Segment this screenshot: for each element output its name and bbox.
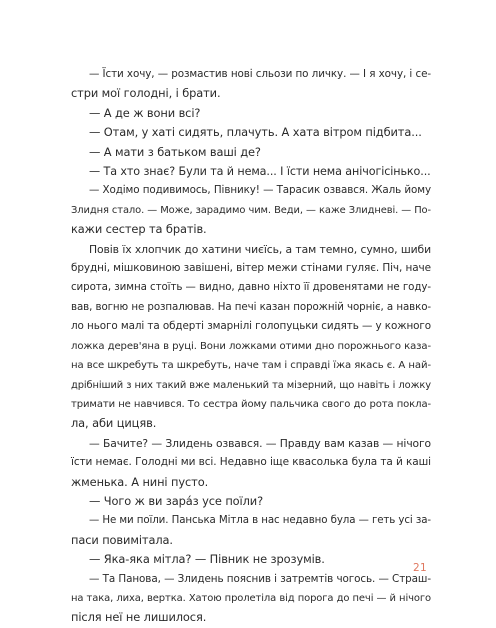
text-line: дрібніший з них такий вже маленький та мізерний, що навіть і ложку xyxy=(71,379,431,391)
text-line: — Та Панова, — Злидень пояснив і затремтів чогось. — Страш- xyxy=(89,572,431,585)
text-line: ла, аби цицяв. xyxy=(71,416,157,431)
text-line: Злидня стало. — Може, зарадимо чим. Веди, — каже Злидневі. — По- xyxy=(71,204,431,216)
text-line: кажи сестер та братів. xyxy=(71,222,207,237)
text-line: — Та хто знає? Були та й нема... І їсти нема анічогісінько... xyxy=(89,165,431,179)
text-line: — Чого ж ви зарáз усе поїли? xyxy=(89,493,264,508)
text-line: їсти немає. Голодні ми всі. Недавно іще квасолька була та й каші xyxy=(71,456,431,469)
text-line: сирота, зимна стоїть — видно, давно ніхто її дровенятами не году- xyxy=(71,281,431,294)
text-line: — А де ж вони всі? xyxy=(89,105,201,120)
text-line: — А мати з батьком ваші де? xyxy=(89,144,261,159)
text-line: — Не ми поїли. Панська Мітла в нас недавно була — геть усі за- xyxy=(89,514,431,527)
text-line: стри мої голодні, і брати. xyxy=(71,86,221,101)
text-line: — Отам, у хаті сидять, плачуть. А хата вітром підбита... xyxy=(89,125,422,140)
text-line: тримати не навчився. То сестра йому пальчика свого до рота покла- xyxy=(71,398,431,410)
text-line: ложка дерев'яна в руці. Вони ложками отими дно порожнього каза- xyxy=(71,340,431,352)
text-line: брудні, мішковиною завішені, вітер межи стінами гуляє. Піч, наче xyxy=(71,262,431,275)
text-line: на така, лиха, вертка. Хатою пролетіла від порога до печі — й нічого xyxy=(71,592,431,604)
text-line: — Бачите? — Злидень озвався. — Правду вам казав — нічого xyxy=(89,436,431,450)
text-line: після неї не лишилося. xyxy=(71,610,207,625)
page-number: 21 xyxy=(413,562,427,574)
text-line: жменька. А нині пусто. xyxy=(71,474,209,489)
text-line: — Ходімо подивимось, Півнику! — Тарасик озвався. Жаль йому xyxy=(89,184,431,197)
text-line: Повів їх хлопчик до хатини чиєїсь, а там темно, сумно, шиби xyxy=(89,242,431,256)
text-line: — Їсти хочу, — розмастив нові сльози по личку. — І я хочу, і се- xyxy=(89,68,431,80)
text-line: ло нього малі та обдерті змарнілі голопуцьки сидять — у кожного xyxy=(71,320,431,333)
text-line: паси повимітала. xyxy=(71,532,173,547)
text-line: — Яка-яка мітла? — Півник не зрозумів. xyxy=(89,552,325,567)
text-line: на все шкребуть та шкребуть, наче там і справді їжа якась є. А най- xyxy=(71,360,431,372)
text-line: вав, вогню не розпалював. На печі казан порожній чорніє, а навко- xyxy=(71,300,431,313)
body-text xyxy=(71,65,431,628)
